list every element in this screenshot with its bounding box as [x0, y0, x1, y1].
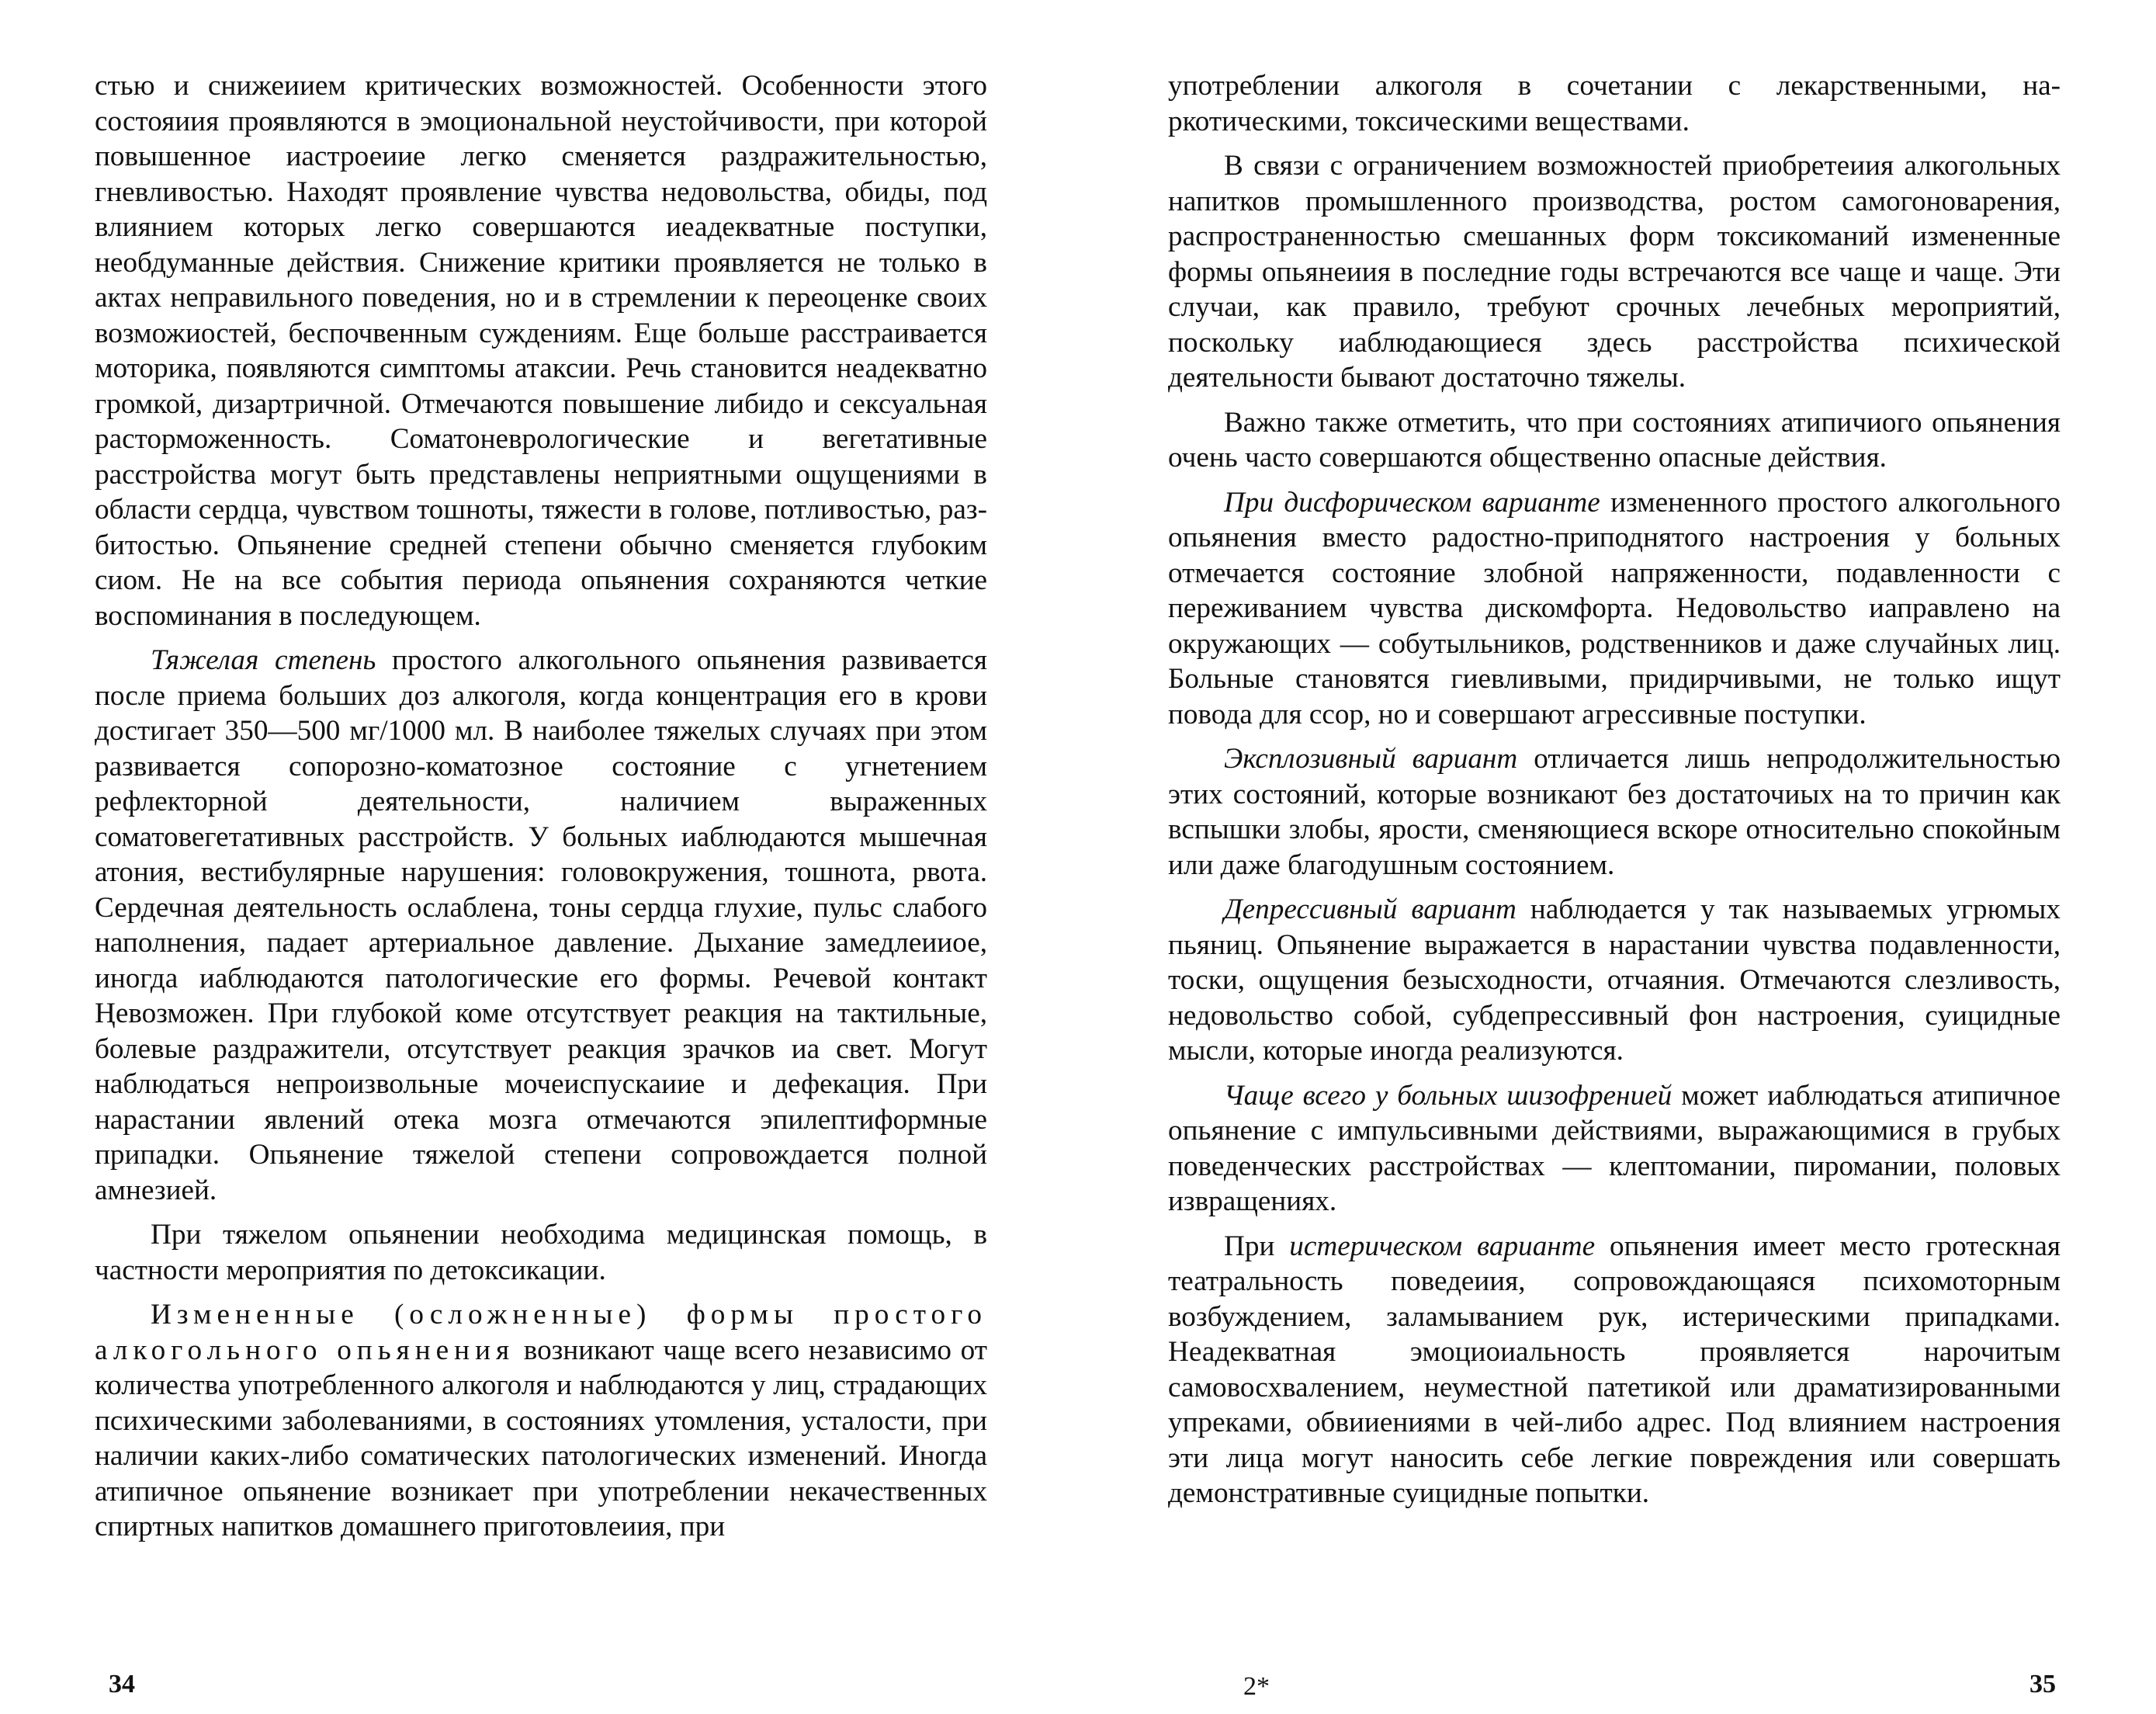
paragraph — [1168, 1229, 2061, 1511]
text-run: Важно также отметить, что при состояниях атипичиого опьянения очень часто совершаются общественно опасные действия. — [1168, 406, 2061, 474]
text-run: При — [1224, 1230, 1290, 1262]
paragraph — [1168, 68, 2061, 139]
paragraph — [95, 1297, 987, 1545]
paragraph — [1168, 892, 2061, 1069]
paragraph — [95, 68, 987, 633]
signature-mark: 2* — [1243, 1672, 1270, 1701]
paragraph — [1168, 1078, 2061, 1220]
paragraph — [95, 643, 987, 1208]
text-run: измененного простого алкогольного опьянения вместо радостно-приподнятого настроения у больных отмечается состояние злобной напряженности, подавленности с переживанием чувства дискомфорта. Недовольство иаправлено на окружающих — собутыльников, родственников и даже случайных лиц. Больные становятся гиевливыми, придирчивыми, не только ищут повода для ссор, но и совершают агрессивные поступки. — [1168, 486, 2061, 730]
text-run: наблюдается у так называемых угрюмых пьяниц. Опьянение выражается в нарастании чувства подавленности, тоски, ощущения безысходности, отчаяния. Отмечаются слезливость, недовольство собой, субдепрессивный фон настроения, суицидные мысли, которые иногда реализуются. — [1168, 893, 2061, 1067]
emphasis-run: Тяжелая степень — [151, 644, 376, 676]
paragraph — [95, 1217, 987, 1288]
text-run: простого алкогольного опьянения развивается после приема больших доз алкоголя, когда концентрация его в крови достигает 350—500 мг/1000 мл. В наиболее тяжелых случаях при этом развивается сопорозно-коматозное состояние с угнетением рефлекторной деятельности, наличием выраженных соматовегетативных расстройств. У больных иаблюдаются мышечная атония, вестибулярные нарушения: головокружения, тошнота, рвота. Сердечная деятельность ослаблена, тоны сердца глухие, пульс слабого наполнения, падает артериальное давление. Дыхание замедлеииое, иногда иаблюдаются патологические его формы. Речевой контакт Ңевозможен. При глубокой коме отсутствует реакция на тактильные, болевые раздражители, отсутствует реакция зрачков иа свет. Могут наблюдаться непроизвольные мочеиспускаиие и дефекация. При нарастании явлений отека мозга отмечаются эпилептиформные припадки. Опьянение тяжелой степени сопровождается полной амнезией. — [95, 644, 987, 1206]
paragraph — [1168, 405, 2061, 476]
text-run: опьянения имеет место гротескная театральность поведеиия, сопровождающаяся психомоторным возбуждением, заламыванием рук, истерическими припадками. Неадекватная эмоциоиальность проявляется нарочитым самовосхвалением, неуместной патетикой или драматизированными упреками, обвииениями в чей-либо адрес. Под влиянием настроения эти лица могут наносить себе легкие повреждения или совершать демонстративные суицидные попытки. — [1168, 1230, 2061, 1509]
text-run: стью и снижеиием критических возможностей. Особенности этого состояиия проявляются в эмоциональной неустойчивости, при которой повышенное иастроеиие легко сменяется раздражительностью, гневливостью. Находят проявление чувства недовольства, обиды, под влиянием которых легко совершаются иеадекватные поступки, необдуманные действия. Снижение критики проявляется не только в актах неправильного поведения, но и в стремлении к переоценке своих возможиостей, беспочвенным суждениям. Еще больше расстраивается моторика, появляются симптомы атаксии. Речь становится неадекватно громкой, дизартричной. Отмечаются повышение либидо и сексуальная расторможенность. Соматоневрологические и вегетативные расстройства могут быть представлены неприятными ощущениями в области сердца, чувством тошноты, тяжести в голове, потливостью, разбитостью. Опьянение средней степени обычно сменяется глубоким сиом. Не на все события периода опьянения сохраняются четкие воспоминания в последующем. — [95, 70, 987, 632]
page-number-right: 35 — [2029, 1670, 2056, 1698]
text-run: может иаблюдаться атипичное опьянение с импульсивными действиями, выражающимися в грубых поведенческих расстройствах — клептомании, пиромании, половых извращениях. — [1168, 1079, 2061, 1217]
text-run: употреблении алкоголя в сочетании с лекарственными, наркотическими, токсическими веществами. — [1168, 70, 2061, 137]
right-page — [1168, 68, 2061, 1636]
page-number-left: 34 — [109, 1670, 135, 1698]
emphasis-run: Эксплозивный вариант — [1224, 743, 1518, 775]
emphasis-run: Чаще всего у больных шизофренией — [1224, 1079, 1672, 1112]
text-run: В связи с ограничением возможностей приобретеиия алкогольных напитков промышленного производства, ростом самогоноварения, распространенностью смешанных форм токсикоманий измененные формы опьянеиия в последние годы встречаются все чаще и чаще. Эти случаи, как правило, требуют срочных лечебных мероприятий, поскольку иаблюдающиеся здесь расстройства психической деятельности бывают достаточно тяжелы. — [1168, 150, 2061, 394]
text-run: возникают чаще всего независимо от количества употребленного алкоголя и наблюдаются у лиц, страдающих психическими заболеваниями, в состояниях утомления, усталости, при наличии каких-либо соматических патологических изменений. Иногда атипичное опьянение возникает при употреблении некачественных спиртных напитков домашнего приготовлеиия, при — [95, 1334, 987, 1542]
paragraph — [1168, 741, 2061, 883]
emphasis-run: Измененные (осложненные) формы простого алкогольного опьянения — [95, 1299, 987, 1366]
paragraph — [1168, 485, 2061, 733]
text-run: При тяжелом опьянении необходима медицинская помощь, в частности мероприятия по детоксикации. — [95, 1219, 987, 1286]
emphasis-run: истерическом варианте — [1289, 1230, 1596, 1262]
emphasis-run: При дисфорическом варианте — [1224, 486, 1600, 519]
emphasis-run: Депрессивный вариант — [1224, 893, 1516, 925]
text-run: отличается лишь непродолжительностью этих состояний, которые возникают без достаточиых на то причин как вспышки злобы, ярости, сменяющиеся вскоре относительно спокойным или даже благодушным состоянием. — [1168, 743, 2061, 881]
paragraph — [1168, 148, 2061, 396]
left-page — [95, 68, 987, 1636]
